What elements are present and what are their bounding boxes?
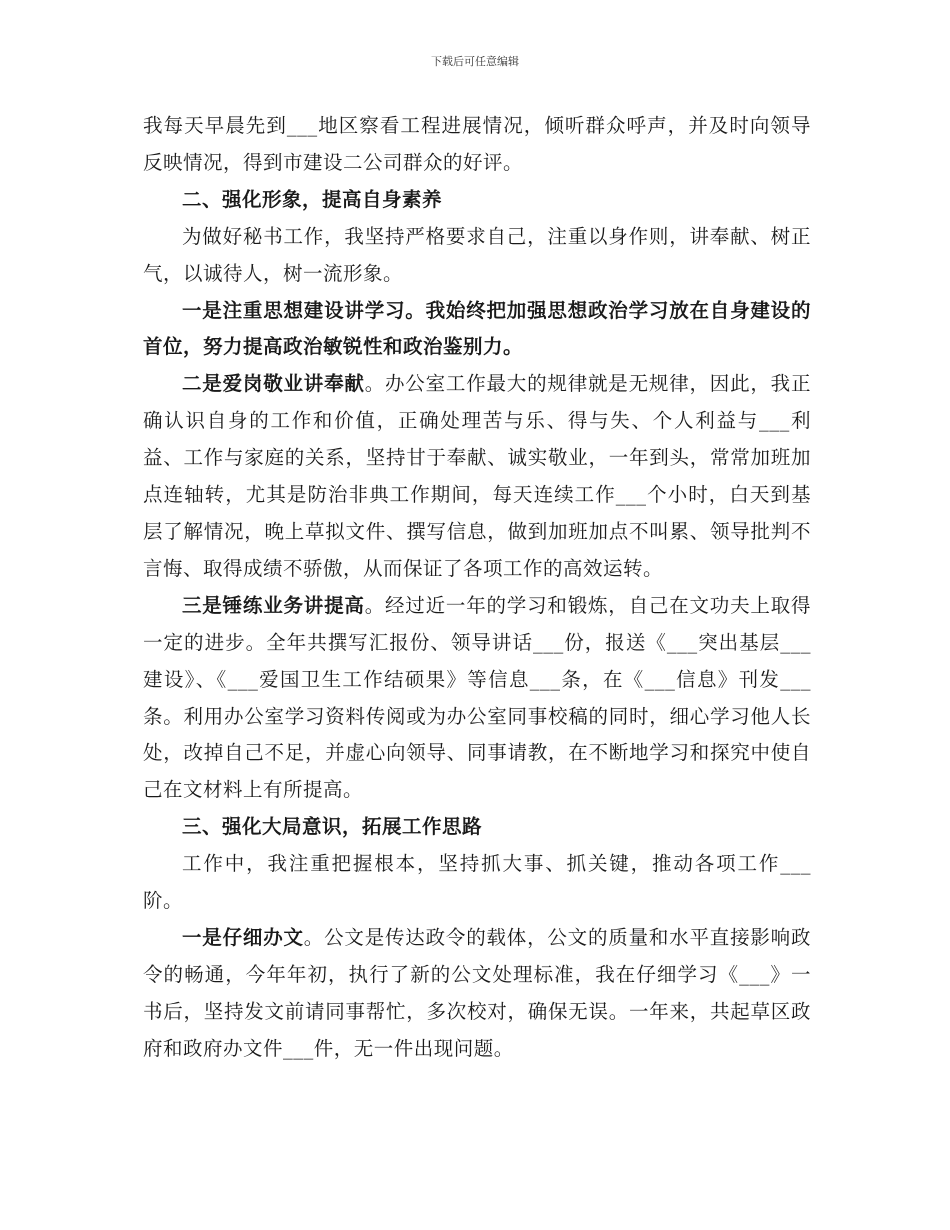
paragraph-section2-intro: 为做好秘书工作，我坚持严格要求自己，注重以身作则，讲奉献、树正气，以诚待人，树一流形象。 (143, 224, 811, 285)
paragraph-documents (143, 920, 811, 1068)
section-heading-2: 二、强化形象，提高自身素养 (182, 187, 443, 211)
page-header-note: 下载后可任意编辑 (431, 55, 519, 68)
paragraph-dedication-body: 。办公室工作最大的规律就是无规律，因此，我正确认识自身的工作和价值，正确处理苦与乐、得与失、个人利益与___利益、工作与家庭的关系，坚持甘于奉献、诚实敬业，一年到头，常常加班加点连轴转，尤其是防治非典工作期间，每天连续工作___个小时，白天到基层了解情况，晚上草拟文件、撰写信息，做到加班加点不叫累、领导批判不言悔、取得成绩不骄傲，从而保证了各项工作的高效运转。 (143, 372, 811, 580)
paragraph-dedication-lead: 二是爱岗敬业讲奉献 (182, 372, 365, 396)
paragraph-study: 一是注重思想建设讲学习。我始终把加强思想政治学习放在自身建设的首位，努力提高政治敏锐性和政治鉴别力。 (143, 298, 811, 359)
paragraph-skills-body: 。经过近一年的学习和锻炼，自己在文功夫上取得一定的进步。全年共撰写汇报份、领导讲话___份，报送《___突出基层___建设》、《___爱国卫生工作结硕果》等信息___条，在《___信息》刊发___条。利用办公室学习资料传阅或为办公室同事校稿的同时，细心学习他人长处，改掉自己不足，并虚心向领导、同事请教，在不断地学习和探究中使自己在文材料上有所提高。 (143, 593, 811, 802)
paragraph-intro: 我每天早晨先到___地区察看工程进展情况，倾听群众呼声，并及时向领导反映情况，得到市建设二公司群众的好评。 (143, 114, 811, 174)
paragraph-section3-intro: 工作中，我注重把握根本，坚持抓大事、抓关键，推动各项工作___阶。 (143, 852, 811, 913)
section-heading-3: 三、强化大局意识，拓展工作思路 (182, 815, 483, 839)
paragraph-dedication (143, 366, 811, 587)
paragraph-documents-lead: 一是仔细办文 (182, 925, 304, 949)
document-body (143, 108, 811, 1068)
paragraph-documents-body: 。公文是传达政令的载体，公文的质量和水平直接影响政令的畅通，今年年初，执行了新的公文处理标准，我在仔细学习《___》一书后，坚持发文前请同事帮忙，多次校对，确保无误。一年来，共起草区政府和政府办文件___件，无一件出现问题。 (143, 925, 811, 1060)
paragraph-skills (143, 588, 811, 809)
paragraph-skills-lead: 三是锤练业务讲提高 (182, 593, 365, 617)
